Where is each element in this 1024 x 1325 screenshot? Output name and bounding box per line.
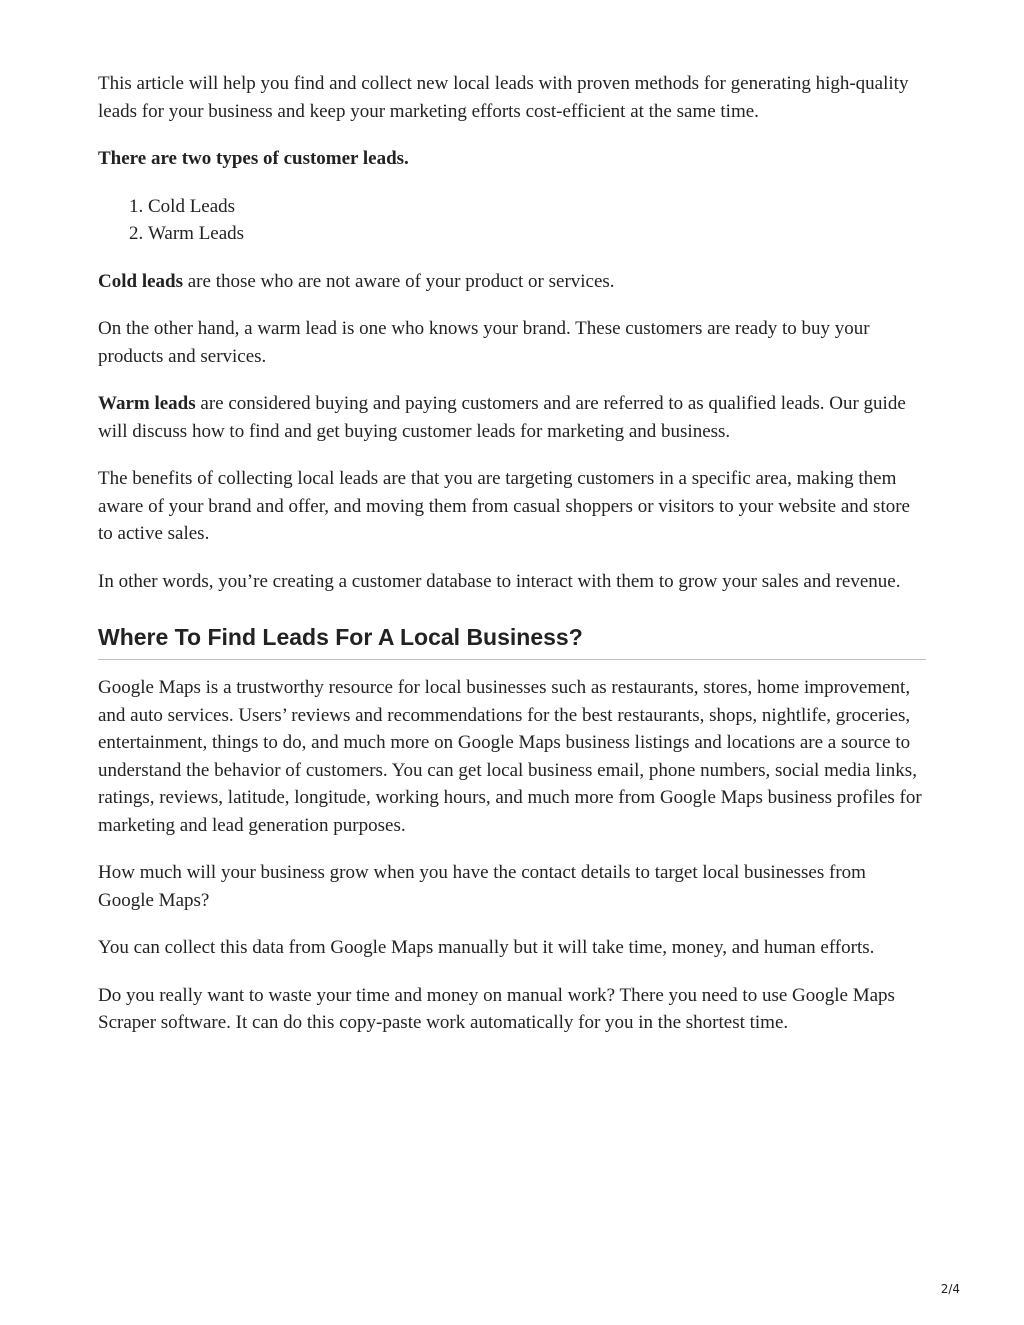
cold-leads-paragraph xyxy=(98,268,926,296)
lead-types-heading: There are two types of customer leads. xyxy=(98,148,409,169)
benefits-paragraph: The benefits of collecting local leads are that you are targeting customers in a specific area, making them aware of your brand and offer, and moving them from casual shoppers or visitors to your website and store to active sales. xyxy=(98,468,910,544)
cold-leads-label: Cold leads xyxy=(98,270,183,292)
article-body xyxy=(98,70,926,1057)
page-number: 2/4 xyxy=(940,1282,960,1296)
lead-types-list xyxy=(98,193,926,248)
warm-leads-label: Warm leads xyxy=(98,393,196,414)
warm-leads-paragraph xyxy=(98,390,926,445)
scraper-paragraph: Do you really want to waste your time and money on manual work? There you need to use Google Maps Scraper software. It can do this copy-paste work automatically for you in the shortest time. xyxy=(98,984,895,1033)
section-heading: Where To Find Leads For A Local Business? xyxy=(98,623,926,660)
intro-paragraph: This article will help you find and collect new local leads with proven methods for generating high-quality leads for your business and keep your marketing efforts cost-efficient at the same time. xyxy=(98,73,909,122)
cold-leads-text: are those who are not aware of your product or services. xyxy=(183,270,615,292)
warm-leads-text: are considered buying and paying customers and are referred to as qualified leads. Our guide will discuss how to find and get buying customer leads for marketing and business. xyxy=(98,393,906,442)
warm-lead-intro-paragraph: On the other hand, a warm lead is one who knows your brand. These customers are ready to buy your products and services. xyxy=(98,318,870,367)
manual-collection-paragraph: You can collect this data from Google Maps manually but it will take time, money, and human efforts. xyxy=(98,937,875,958)
business-growth-paragraph: How much will your business grow when you have the contact details to target local businesses from Google Maps? xyxy=(98,862,866,911)
google-maps-paragraph: Google Maps is a trustworthy resource for local businesses such as restaurants, stores, home improvement, and auto services. Users’ reviews and recommendations for the best restaurants, shops, nightlife, groceries, entertainment, things to do, and much more on Google Maps business listings and locations are a source to understand the behavior of customers. You can get local business email, phone numbers, social media links, ratings, reviews, latitude, longitude, working hours, and much more from Google Maps business profiles for marketing and lead generation purposes. xyxy=(98,677,922,836)
other-words-paragraph: In other words, you’re creating a customer database to interact with them to grow your sales and revenue. xyxy=(98,570,901,592)
list-item: 1. Cold Leads xyxy=(148,193,926,221)
list-item: 2. Warm Leads xyxy=(148,220,926,248)
